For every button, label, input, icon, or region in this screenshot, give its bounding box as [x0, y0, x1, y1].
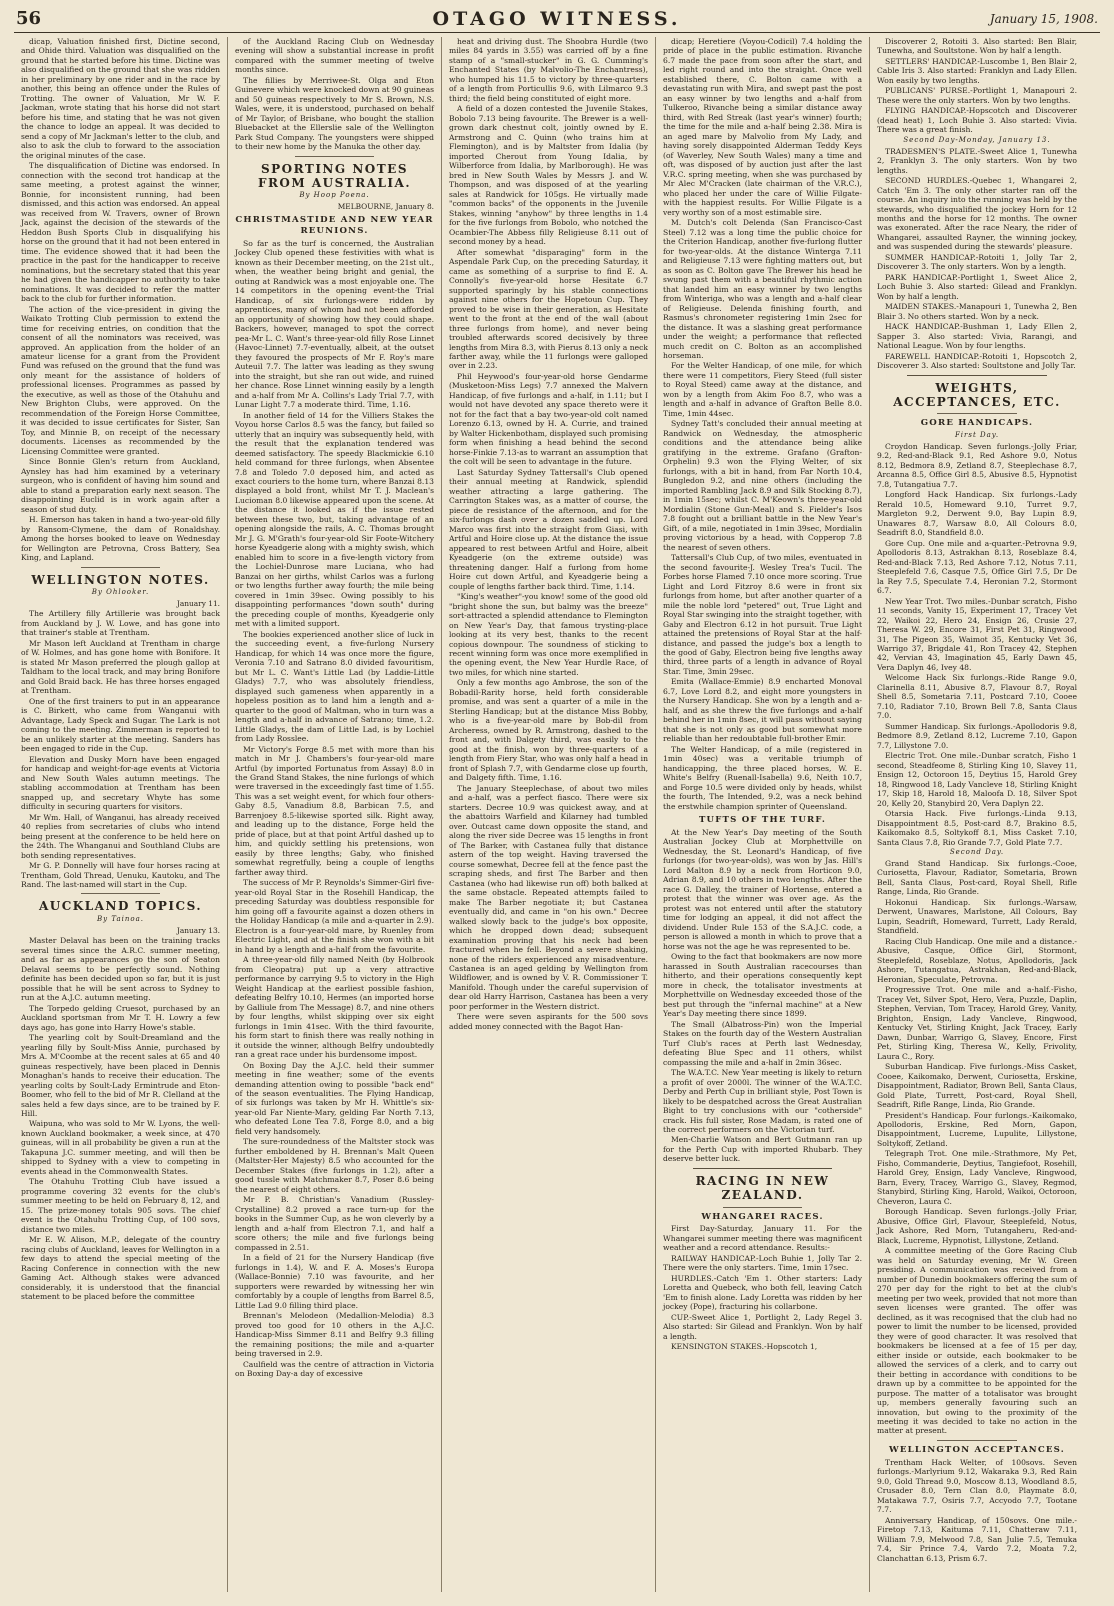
paragraph: Hokonui Handicap. Six furlongs.-Warsaw, Derwent, Unawares, Marlstone, All Colours, Bay Lupin, Seadrift, Homeward, Turrett, Lady Rerald, Standfield.: [877, 897, 1077, 936]
divider: [937, 1440, 1017, 1441]
day-heading: First Day.: [954, 431, 1000, 440]
paragraph: Progressive Trot. One mile and a-half.-Fisho, Tracey Vet, Silver Spot, Hero, Vera, Puzzle, Daplin, Stephen, Vervian, Tom Tracey, Harold Grey, Vanity, Brighton, Ensign, Lady Vancleve, Ringwood, Kentucky Vet, Stirling Knight, Jack Tracey, Early Dawn, Dunbar, Warrigo G, Slavey, Encore, First Pet, Stirling King, Theresa W., Kelly, Frivolity, Laura C., Rory.: [877, 985, 1077, 1061]
paragraph: KENSINGTON STAKES.-Hopscotch 1,: [671, 1342, 818, 1352]
column-5: [870, 37, 1084, 1592]
paragraph: Anniversary Handicap, of 150sovs. One mile.-Firetop 7.13, Kaituma 7.11, Chatteraw 7.11, William 7.9, Melwood 7.8, San Julie 7.5, Temuka 7.4, Sir Prince 7.4, Vardo 7.2, Moata 7.2, Clanchattan 6.13, Prism 6.7.: [877, 1515, 1077, 1563]
paragraph: Sydney Tatt's concluded their annual meeting at Randwick on Wednesday, the atmospheric conditions and the attendance being alike gratifying in the extreme. Grafano (Grafton-Orphelin) 9.3 won the Flying Welter, of six furlongs, with a bit in hand, from Far North 10.4, Bungledon 9.2, and nine others (including the imported Rambling Jack 8.9 and Silk Stocking 8.7), in 1min 15sec; whilst C. M'Keown's three-year-old Mordialin (Stone Gun-Meal) and S. Fielder's Isos 7.8 fought out a brilliant battle in the New Year's Gift, of a mile, negotiated in 1min 39sec, Mordialin proving victorious by a head, with Copperop 7.8 the nearest of seven others.: [663, 419, 862, 552]
paragraph: At the New Year's Day meeting of the South Australian Jockey Club at Morphettville on Wednesday, the St. Leonard's Handicap, of five furlongs (for two-year-olds), was won by Jas. Hill's Lord Malton 8.9 by a neck from Horticon 9.0, Adrian 8.9, and 10 others in two lengths. After the race G. Dalley, the trainer of Hortense, entered a protest that the winner was over age. As the protest was not entered until after the statutory time for lodging an appeal, it did not affect the dividend. Under Rule 153 of the S.A.J.C. code, a person is allowed a month in which to prove that a horse was not the age he was represented to be.: [663, 827, 862, 951]
paragraph: Longford Hack Handicap. Six furlongs.-Lady Rerald 10.5, Homeward 9.10, Turret 9.7, Margleton 9.2, Derwent 9.0, Bay Lupin 8.9, Unawares 8.7, Warsaw 8.0, All Colours 8.0, Seadrift 8.0, Standfield 8.0.: [877, 490, 1077, 538]
paragraph: Grand Stand Handicap. Six furlongs.-Cooe, Curiosetta, Flavour, Radiator, Sometaria, Brown Bell, Santa Claus, Post-card, Royal Shell, Rifle Range, Linda, Rio Grande.: [877, 858, 1077, 897]
paragraph: New Year Trot. Two miles.-Dunbar scratch, Fisho 11 seconds, Vanity 15, Experiment 17, Tracey Vet 22, Waikoi 22, Hero 24, Ensign 26, Crusie 27, Theresa W. 29, Encore 31, First Pet 31, Ringwood 31, The Pigeon 35, Waimot 35, Kentucky Vet 36, Warrigo 37, Brigdale 41, Ron Tracey 42, Stephen 42, Vervian 43, Imagination 45, Early Dawn 45, Vera Daplyn 46, Ivey 48.: [877, 596, 1077, 672]
paragraph: FLYING HANDICAP.-Hopscotch and Discoverer (dead heat) 1, Loch Buhie 3. Also started: Vivia. There was a great finish.: [877, 106, 1077, 135]
section-heading-racing-nz: RACING IN NEW ZEALAND.: [695, 1173, 830, 1202]
paragraph: There were seven aspirants for the 500 sovs added money connected with the Bagot Han-: [449, 1012, 648, 1031]
paragraph: Gore Cup. One mile and a-quarter.-Petrovna 9.9, Apollodoris 8.13, Astrakhan 8.13, Roseblaze 8.4, Red-and-Black 7.13, Red Ashore 7.12, Notus 7.11, Steeplefeld 7.6, Casque 7.5, Office Girl 7.5, Dr De la Rey 7.5, Speculate 7.4, Heronian 7.2, Stormont 6.7.: [877, 538, 1077, 596]
paragraph: Last Saturday Sydney Tattersall's Club opened their annual meeting at Randwick, splendid weather attracting a large gathering. The Carrington Stakes was, as a matter of course, the piece de resistance of the afternoon, and for the six-furlongs dash over a dozen saddled up. Lord Marco was first into the straight from Giasi, with Artful and Hoire close up. At the distance the issue appeared to rest between Artful and Hoire, albeit Kyeadgerie (on the extreme outside) was threatening danger. Half a furlong from home Hoire cut down Artful, and Kyeadgerie being a couple of lengths farther back third. Time, 1.14.: [449, 467, 648, 591]
paragraph: The success of Mr P. Reynolds's Simmer-Girl five-year-old Royal Star in the Rosehill Handicap, the preceding Saturday was doubtless responsible for him going off a favourite against a dozen others in the Holiday Handicap (a mile and a-quarter in 2.9). Electron is a four-year-old mare, by Ruenley from Electric Light, and at the finish she won with a bit in hand by a length and a-half from the favourite.: [235, 878, 434, 954]
paragraph: For the Welter Handicap, of one mile, for which there were 11 competitors, Fiery Steed (full sister to Royal Steed) came away at the distance, and won by a length from Akim Foo 8.7, who was a length and a-half in advance of Grafton Belle 8.0. Time, 1min 44sec.: [663, 361, 862, 418]
dateline: January 13.: [176, 926, 220, 936]
paragraph: First Day-Saturday, January 11. For the Whangarei summer meeting there was magnificent weather and a record attendance. Results:-: [663, 1224, 862, 1253]
divider: [937, 413, 1017, 414]
section-heading-sporting-notes: SPORTING NOTES FROM AUSTRALIA.: [257, 161, 412, 190]
paragraph: PARK HANDICAP.-Portlight 1, Sweet Alice 2, Loch Buhie 3. Also started: Gilead and Franklyn. Won by half a length.: [877, 272, 1077, 301]
paragraph: The Torpedo gelding Cruesot, purchased by an Auckland sportsman from Mr T. H. Lowry a few days ago, has gone into Harry Howe's stable.: [21, 1003, 220, 1032]
day-heading: Second Day-Monday, January 13.: [903, 135, 1051, 144]
paragraph: Emita (Wallace-Emmie) 8.9 encharted Monoval 6.7, Love Lord 8.2, and eight more youngsters in the Nursery Handicap. She won by a length and a-half, and as she threw the five furlongs and a-half behind her in 1min 8sec, it will pass without saying that she is not only as good but somewhat more reliable than her redoubtable full-brother Emir.: [663, 677, 862, 744]
paragraph: The Artillery filly Artillerie was brought back from Auckland by J. W. Lowe, and has gone into that trainer's stable at Trentham.: [21, 609, 220, 638]
paragraph: A three-year-old filly named Neith (by Holbrook from Cleopatra) put up a very attractive performance by carrying 9.5 to victory in the High Weight Handicap at the earliest possible fashion, defeating Belfry 10.10, Hermes (an imported horse by Galliule from The Message) 8.7, and nine others by four lengths, whilst skipping over six eight furlongs in 1min 41sec. With the third favourite, his form start to finish there was really nothing in it outside the winner, although Belfry undoubtedly ran a great race under his burdensome impost.: [235, 955, 434, 1060]
paragraph: The sure-roundedness of the Maltster stock was further emboldened by H. Brennan's Malt Queen (Maltster-Her Majesty) 8.5 who accounted for the December Stakes (five furlongs in 1.2), after a good tussle with Matchmaker 8.7, Poser 8.6 being the nearest of eight others.: [235, 1137, 434, 1194]
paragraph: On Boxing Day the A.J.C. held their summer meeting in fine weather; some of the events demanding attention owing to possible "back end" of the season eventualities. The Flying Handicap, of six furlongs was taken by Mr H. Whittle's six-year-old Far Niente-Mary, gelding Far North 7.13, who defeated Lone Tea 7.8, Forge 8.0, and a big field very handsomely.: [235, 1060, 434, 1136]
paragraph: MAIDEN STAKES.-Manapouri 1, Tunewha 2, Ben Blair 3. No others started. Won by a neck.: [877, 302, 1077, 321]
columns: [14, 37, 1100, 1592]
paragraph: Telegraph Trot. One mile.-Strathmore, My Pet, Fisho, Commanderie, Deytius, Tangiefoot, Rosehill, Harold Grey, Ensign, Lady Vancleve, Ringwood, Barn, Every, Tracey, Warrigo G., Slavey, Regmod, Stanybird, Stirling King, Harold, Waikoi, Octoroon, Cheveron, Laura C.: [877, 1149, 1077, 1206]
paragraph: Mr E. W. Alison, M.P., delegate of the country racing clubs of Auckland, leaves for Wellington in a few days to attend the special meeting of the Racing Conference in connection with the new Gaming Act. Although stakes were advanced considerably, it is understood that the financial statement to be placed before the committee: [21, 1235, 220, 1302]
divider: [295, 156, 375, 157]
paragraph: Discoverer 2, Rotoiti 3. Also started: Ben Blair, Tunewha, and Soultstone. Won by half a length.: [877, 37, 1077, 56]
paragraph: dicap, Valuation finished first, Dictine second, and Ohide third. Valuation was disqualified on the ground that he started before his time. Dictine was also disqualified on the ground that she was ridden in her preliminary by one rider and in the race by another, this being an offence under the Rules of Trotting. The owner of Valuation, Mr W. F. Jackman, wrote stating that his horse did not start before his time, and stating that he was not given the chance to lodge an appeal. It was decided to send a copy of Mr Jackman's letter to the club, and also to ask the club to forward to the association the original minutes of the case.: [21, 37, 220, 160]
paragraph: After somewhat "disparaging" form in the Aspendale Park Cup, on the preceding Saturday, it came as something of a surprise to find E. A. Connolly's five-year-old horse Hesitate 6.7 supported sparingly by his stable connections against nine others for the Hopetoun Cup. They proved to be wise in their generation, as Hesitate went to the front at the end of the wall (about three furlongs from home), and never being troubled afterwards scored decisively by three lengths from Mira 8.3, with Pierus 8.13 only a neck farther away, while the 11 furlongs were galloped over in 2.23.: [449, 247, 648, 371]
byline: By Hoop Poena.: [299, 191, 370, 200]
paragraph: Mr G. P. Donnelly will have four horses racing at Trentham, Gold Thread, Uenuku, Kautoku, and The Rand. The last-named will start in the Cup.: [21, 861, 220, 889]
paragraph: In another field of 14 for the Villiers Stakes the Voyou horse Carlos 8.5 was the fancy, but failed so utterly that an inquiry was subsequently held, with the result that the explanation tendered was deemed satisfactory. The speedy Blackmickie 6.10 held command for three furlongs, when Absentee 7.8 and Toledo 7.0 deposed him, and acted as exact couriers to the home turn, where Banzai 8.13 displayed a bold front, whilst Mr T. J. Maclean's Lucioman 8.0 likewise appeared upon the scene. At the distance it looked as if the issue rested between these two, but, taking advantage of an opening alongside the rails, A. C. Thomas brought Mr J. G. M'Grath's four-year-old Sir Foote-Witchery horse Kyeadgerie along with a mighty swish, which enabled him to score in a five-length victory from the Lochiel-Dunrose mare Luciana, who had Banzai on her girths, whilst Carlos was a furlong or two lengths further away fourth; the mile being covered in 1min 39sec. Owing possibly to his disappointing performances "down south" during the preceding couple of months, Kyeadgerie only met with a limited support.: [235, 410, 434, 629]
paragraph: Mr Victory's Forge 8.5 met with more than his match in Mr J. Chambers's four-year-old mare Artful (by imported Fortunatus from Assay) 8.0 in the Grand Stand Stakes, the nine furlongs of which were traversed in the exceedingly fast time of 1.55. This was a set weight event, for which four others-Gaby 8.5, Vanadium 8.8, Barbican 7.5, and Barrenjoey 8.5-likewise sported silk. Right away, and leading up to the distance, Forge held the pride of place, but at that point Artful dashed up to him, and quickly settling his pretensions, won easily by three lengths; Gaby, who finished somewhat regretfully, being a couple of lengths farther away third.: [235, 744, 435, 877]
paragraph: M. Dutch's colt Delenda (San Francisco-Cast Steel) 7.12 was a long time the public choice for the Criterion Handicap, another five-furlong flutter for two-year-olds. At the distance Winterga 7.11 and Religieuse 7.13 were fighting matters out, but as soon as C. Bolton gave The Brewer his head he swung past them with a beautiful rhythmic action that landed him an easy winner by two lengths from Winteriga, who was a length and a-half clear of Religieuse. Delenda finishing fourth, and Rasmus's chronometer registering 1min 2sec for the distance. It was a slashing great performance under the weight; a performance that reflected much credit on C. Bolton as an accomplished horseman.: [663, 218, 862, 360]
paragraph: Suburban Handicap. Five furlongs.-Miss Casket, Cooee, Kaikomako, Derwent, Curiosetta, Erskine, Disappointment, Radiator, Brown Bell, Santa Claus, Gold Plate, Turrett, Post-card, Royal Shell, Seadrift, Rifle Range, Linda, Rio Grande.: [877, 1062, 1077, 1110]
paragraph: Owing to the fact that bookmakers are now more harassed in South Australian racecourses than hitherto, and their operations consequently kept more in check, the totalisator investments at Morphettville on Wednesday exceeded those of the best put through the "infernal machine" at a New Year's Day meeting there since 1899.: [663, 952, 862, 1019]
paragraph: Trentham Hack Welter, of 100sovs. Seven furlongs.-Marlyrium 9.12, Wakaraka 9.3, Red Rain 9.0, Gold Thread 9.0, Moscow 8.13, Woodland 8.5, Crusader 8.0, Tern Clan 8.0, Playmate 8.0, Matakawa 7.7, Osiris 7.7, Accyodo 7.7, Tootane 7.7.: [877, 1457, 1077, 1515]
paragraph: heat and driving dust. The Shoobra Hurdle (two miles 84 yards in 3.55) was carried off by a fine stamp of a "small-stucker" in G. G. Cumming's Enchanted States (by Malvolio-The Enchantress), who humped his 11.5 to victory by three-quarters of a length from Porticullis 9.6, with Lilmarco 9.3 third; the field being constituted of eight more.: [449, 37, 648, 103]
paragraph: SUMMER HANDICAP.-Rotoiti 1, Jolly Tar 2, Discoverer 3. The only starters. Won by a length.: [877, 252, 1077, 272]
byline: By Tainoa.: [97, 915, 144, 924]
paragraph: HURDLES.-Catch 'Em 1. Other starters: Lady Loretta and Quebeck, who both fell, leaving Catch 'Em to finish alone. Lady Loretta was ridden by her jockey (Pope), fracturing his collarbone.: [663, 1273, 862, 1312]
dateline: January 11.: [176, 599, 220, 609]
paragraph: The disqualification of Dictine was endorsed. In connection with the second trot handicap at the same meeting, a protest against the winner, Bonnie, for inconsistent running, had been dismissed, and this action was endorsed. An appeal was received from W. Travers, owner of Brown Jack, against the decision of the stewards of the Heddon Bush Sports Club in disqualifying his horse on the ground that it had not been entered in time. The evidence showed that it had been the practice in the past for the handicapper to receive nominations, but the secretary stated that this year he had given the handicapper no authority to take nominations. It was decided to refer the matter back to the club for further information.: [21, 161, 220, 304]
day-heading: Second Day.: [949, 848, 1005, 857]
column-3: [442, 37, 656, 1592]
paragraph: Mr P. B. Christian's Vanadium (Russley-Crystalline) 8.2 proved a race turn-up for the books in the Summer Cup, as he won cleverly by a length and a-half from Electron 7.1, and half a score others; the mile and five furlongs being compassed in 2.51.: [235, 1195, 434, 1252]
paragraph: Summer Handicap. Six furlongs.-Apollodoris 9.8, Bedmore 8.9, Zetland 8.12, Lucreme 7.10, Gapon 7.7, Lillystone 7.0.: [877, 721, 1077, 750]
paragraph: Master Delaval has been on the training tracks several times since the A.R.C. summer meeting, and as far as appearances go the son of Seaton Delaval seems to be perfectly sound. Nothing definite has been decided upon so far, but it is just possible that he will be sent across to Sydney to run at the A.J.C. autumn meeting.: [21, 936, 220, 1003]
newspaper-title: OTAGO WITNESS.: [432, 8, 682, 30]
paragraph: TRADESMEN'S PLATE.-Sweet Alice 1, Tunewha 2, Franklyn 3. The only starters. Won by two lengths.: [877, 146, 1077, 175]
paragraph: The fillies by Merriwee-St. Olga and Eton Guinevere which were knocked down at 90 guineas and 50 guineas respectively to Mr S. Brown, N.S. Wales, were, it is understood, purchased on behalf of Mr Taylor, of Brisbane, who bought the stallion Bluebacket at the Ellerslie sale of the Wellington Park Stud Company. The youngsters were shipped to their new home by the Manuka the other day.: [235, 75, 434, 152]
paragraph: Mr Mason left Auckland at Trentham in charge of W. Holmes, and has gone home with Bonifore. It is stated Mr Mason preferred the plough gallop at Taldham to the local track, and may bring Bonifore and Gold Braid back. He has three horses engaged at Trentham.: [21, 638, 220, 696]
paragraph: One of the first trainers to put in an appearance is C. Birkett, who came from Wanganui with Advantage, Lady Speck and Sugar. The Lark is not coming to the meeting. Zimmerman is reported to be an unlikely starter at the meeting. Sanders has been engaged to ride in the Cup.: [21, 696, 220, 754]
paragraph: A field of a dozen contested the Juvenile Stakes, Bobolo 7.13 being favourite. The Brewer is a well-grown dark chestnut colt, jointly owned by E. Armstrong and C. Quinn (who trains him at Flemington), and is by Maltster from Idalia (by imported Cherout from Young Idalia, by Wilberforce from Idalia, by Marlborough). He was bred in New South Wales by Messrs J. and W. Thompson, and was disposed of at the yearling sales at Randwick for 105gs. He virtually made "common backs" of the opponents in the Juvenile Stakes, winning "anyhow" by three lengths in 1.4 for the five furlongs from Bobolo, who notched the Ocambier-The Abbess filly Religieuse 8.11 out of second money by a head.: [449, 104, 648, 247]
subheading-gore: GORE HANDICAPS.: [920, 418, 1034, 429]
paragraph: The W.A.T.C. New Year meeting is likely to return a profit of over 2000l. The winner of the W.A.T.C. Derby and Perth Cup in brilliant style, Post Town is likely to be despatched across the Great Australian Bight to try conclusions with our "cotherside" crack. His full sister, Rose Madam, is rated one of the correct performers on the Victorian turf.: [663, 1068, 862, 1134]
paragraph: PUBLICANS' PURSE.-Portlight 1, Manapouri 2. These were the only starters. Won by two lengths.: [877, 86, 1077, 105]
paragraph: FAREWELL HANDICAP.-Rotoiti 1, Hopscotch 2, Discoverer 3. Also started: Soultstone and Jolly Tar.: [877, 351, 1077, 371]
paragraph: A committee meeting of the Gore Racing Club was held on Saturday evening, Mr W. Green presiding. A communication was received from a number of Dunedin bookmakers offering the sum of 270 per day for the right to bet at the club's meeting per two week, provided that not more than seven licenses were granted. The offer was declined, as it was recognised that the club had no power to limit the number to be licensed, provided they were of good character. It was resolved that bookmakers be licensed at a fee of 15 per day, either inside or outside, each bookmaker to be allowed the services of a clerk, and to carry out their betting in accordance with conditions to be drawn up by a committee to be appointed for the purpose. The matter of a totalisator was brought up, members generally favouring such an innovation, but owing to the proximity of the meeting it was decided to take no action in the matter at present.: [877, 1246, 1077, 1436]
paragraph: RAILWAY HANDICAP.-Loch Buhie 1, Jolly Tar 2. There were the only starters. Time, 1min 17sec.: [663, 1253, 862, 1273]
paragraph: The Otahuhu Trotting Club have issued a programme covering 32 events for the club's summer meeting to be held on February 8, 12, and 15. The prize-money totals 905 sovs. The chief event is the Otahuhu Trotting Cup, of 100 sovs, distance two miles.: [21, 1177, 220, 1234]
section-heading-auckland: AUCKLAND TOPICS.: [38, 899, 203, 914]
paragraph: The Welter Handicap, of a mile (registered in 1min 40sec) was a veritable triumph of handicapping, the three placed horses, W. E. White's Belfry (Ruenall-Isabella) 9.6, Neith 10.7, and Forge 10.5 were divided only by heads, whilst the fourth, The Intended, 9.2, was a neck behind the erstwhile champion sprinter of Queensland.: [663, 744, 862, 811]
subheading-wellington-acceptances: WELLINGTON ACCEPTANCES.: [889, 1444, 1065, 1455]
paragraph: Brennan's Melodeon (Medallion-Melodia) 8.3 proved too good for 10 others in the A.J.C. Handicap-Miss Simmer 8.11 and Belfry 9.3 filling the remaining positions; the mile and a-quarter being traversed in 2.9.: [235, 1311, 434, 1359]
paragraph: The action of the vice-president in giving the Waikato Trotting Club permission to extend the time for receiving entries, on condition that the consent of all the nominators was received, was approved. An application from the holder of an amateur license for a grant from the Provident Fund was refused on the ground that the fund was only meant for the assistance of holders of professional licenses. Programmes as passed by the executive, as well as those of the Otahuhu and New Brighton Clubs, were approved. On the recommendation of the Foreign Horse Committee, it was decided to issue certificates for Sister, San Toy, and Minnie B, on receipt of the necessary documents. Licenses as recommended by the Licensing Committee were granted.: [21, 304, 220, 456]
byline: By Ohlooker.: [91, 588, 150, 597]
divider: [723, 1207, 803, 1208]
paragraph: Elevation and Dusky Morn have been engaged for handicap and weight-for-age events at Victoria and New South Wales autumn meetings. The stabling accommodation at Trentham has been snapped up, and secretary Whyte has some difficulty in securing quarters for visitors.: [21, 754, 220, 812]
subheading: CHRISTMASTIDE AND NEW YEAR REUNIONS.: [235, 215, 434, 237]
paragraph: HACK HANDICAP.-Bushman 1, Lady Ellen 2, Sapper 3. Also started: Vivia, Rarangi, and National League. Won by four lengths.: [877, 322, 1077, 351]
paragraph: Borough Handicap. Seven furlongs.-Jolly Friar, Abusive, Office Girl, Flavour, Steeplefeld, Notus, Jack Ashore, Red Morn, Tutangaheru, Red-and-Black, Lucreme, Hypnotist, Lillystone, Zetland.: [877, 1207, 1077, 1245]
paragraph: Since Bonnie Glen's return from Auckland, Aynsley has had him examined by a veterinary surgeon, who is confident of having him sound and able to stand a preparation early next season. The disappointing Euclid is in work again after a season of stud duty.: [21, 457, 220, 514]
paragraph: Welcome Hack Six furlongs.-Ride Range 9.0, Clarinella 8.11, Abusive 8.7, Flavour 8.7, Royal Shell 8.5, Sometaria 7.11, Postcard 7.10, Cooee 7.10, Radiator 7.10, Brown Bell 7.8, Santa Claus 7.0.: [877, 673, 1077, 721]
paragraph: of the Auckland Racing Club on Wednesday evening will show a substantial increase in profit compared with the summer meeting of twelve months since.: [235, 37, 434, 75]
paragraph: Otarsia Hack. Five furlongs.-Linda 9.13, Disappointment 8.5, Post-card 8.7, Brakino 8.5, Kaikomako 8.5, Soltykoff 8.1, Miss Casket 7.10, Santa Claus 7.8, Rio Grande 7.7, Gold Plate 7.7.: [877, 809, 1077, 847]
paragraph: "King's weather"-you know! some of the good old "bright shone the sun, but balmy was the breeze" sort-attracted a splendid attendance to Flemington on New Year's Day, that famous trysting-place looking at its very best, thanks to the recent copious downpour. The soundness of sticking to recent winning form was once more exemplified in the opening event, the New Year Hurdle Race, of two miles, for which nine started.: [449, 592, 648, 677]
subheading-whangarei: WHANGAREI RACES.: [701, 1211, 824, 1222]
column-2: [228, 37, 442, 1592]
paragraph: President's Handicap. Four furlongs.-Kaikomako, Apollodoris, Erskine, Red Morn, Gapon, Disappointment, Lucreme, Lupulite, Lillystone, Soltykoff, Zetland.: [877, 1110, 1077, 1148]
paragraph: So far as the turf is concerned, the Australian Jockey Club opened these festivities with what is known as their December meeting, on the 21st ult., when, the weather being bright and genial, the outing at Randwick was a most enjoyable one. The 14 competitors in the opening event-the Trial Handicap, of six furlongs-were ridden by apprentices, many of whom had not been afforded an opportunity of showing how they could shape. Backers, however, managed to spot the correct pea-Mr L. C. Want's three-year-old filly Rose Linnet (Havoc-Linnet) 7.7-eventually, albeit, at the outset they favoured the prospects of Mr F. Roy's mare Auteuil 7.7. The latter was leading as they swung into the straight, but she ran out wide, and ruined her chance. Rose Linnet winning easily by a length and a-half from Mr A. Collins's Lady Trial 7.7, with Lunar Light 7.7 a moderate third. Time, 1.16.: [235, 238, 434, 410]
paragraph: The January Steeplechase, of about two miles and a-half, was a perfect fiasco. There were six starters. Decree 10.9 was quickest away, and at the abattoirs Warfield and Kilarney had tumbled over. Outcast came down opposite the stand, and along the river side Decree was 15 lengths in front of The Barker, with Castanea fully that distance astern of the top weight. Having traversed the course somewhat, Decree fell at the fence past the scraping sheds, and first The Barber and then Castanea (who had likewise run off) both balked at the same obstacle. Repeated attempts failed to make The Barber negotiate it; but Castanea eventually did, and came in "on his own." Decree walked slowly back to the judge's box opposite, which he dropped down dead; subsequent examination proving that his neck had been fractured when he fell. Beyond a severe shaking, none of the riders experienced any misadventure. Castanea is an aged gelding by Wellington from Wildflower, and is owned by V. R. Commissioner T. Manifold. Though under the careful supervision of dear old Harry Harrison, Castanea has been a very poor performer in the Western district.: [449, 783, 648, 1011]
paragraph: Caulfield was the centre of attraction in Victoria on Boxing Day-a day of excessive: [235, 1359, 434, 1379]
paragraph: The Small (Albatross-Pin) won the Imperial Stakes on the fourth day of the Western Australian Turf Club's races at Perth last Wednesday, defeating Blue Spec and 11 others, whilst compassing the mile and a-half in 2min 36sec.: [663, 1019, 862, 1067]
section-heading-wellington: WELLINGTON NOTES.: [31, 572, 210, 587]
paragraph: Men-Charlie Watson and Bert Gutmann ran up for the Perth Cup with imported Rhubarb. They deserve better luck.: [663, 1135, 862, 1164]
page-number: 56: [16, 8, 42, 29]
paragraph: The bookies experienced another slice of luck in the succeeding event, a five-furlong Nursery Handicap, for which 14 was once more the figure, Veronia 7.10 and Satrano 8.0 divided favouritism, but Mr L. C. Want's Little Lad (by Laddie-Little Gladys) 7.7, who was absolutely friendless, displayed such gameness when apparently in a hopeless position as to land him a length and a-quarter to the good of Maltman, who in turn was a length and a-half in advance of Satrano; time, 1.2. Little Gladys, the dam of Little Lad, is by Lochiel from Lady Rosslee.: [235, 629, 434, 744]
paragraph: The yearling colt by Soult-Dreamland and the yearling filly by Soult-Miss Annie, purchased by Mrs A. M'Coombe at the recent sales at 65 and 40 guineas respectively, have been placed in Dennis Monaghan's hands to receive their education. The yearling colts by Soult-Lady Ermintrude and Eton-Boomer, who fell to the bid of Mr R. Clelland at the sales held a few days since, are to be trained by F. Hill.: [21, 1033, 220, 1118]
paragraph: SETTLERS' HANDICAP.-Luscombe 1, Ben Blair 2, Cable Iris 3. Also started: Franklyn and Lady Ellen. Won easily by two lengths.: [877, 56, 1077, 85]
paragraph: Racing Club Handicap. One mile and a distance.-Abusive, Casque, Office Girl, Stormont, Steeplefeld, Roseblaze, Notus, Apollodoris, Jack Ashore, Tutangatua, Astrakhan, Red-and-Black, Heronian, Speculate, Petrovna.: [877, 936, 1077, 984]
section-heading-weights: WEIGHTS, ACCEPTANCES, ETC.: [893, 380, 1061, 409]
paragraph: H. Emerson has taken in hand a two-year-old filly by Ransom-Clymene, the dam of Ronaldshay. Among the horses booked to leave on Wednesday for Wellington are Petrovna, Cross Battery, Sea King, and Lapland.: [21, 515, 220, 563]
paragraph: Tattersall's Club Cup, of two miles, eventuated in the second favourite-J. Wesley Trea's Tucil. The Forbes horse Flamed 7.10 once more scoring. True Light and Lord Fitzroy 8.6 were in front six furlongs from home, but after another quarter of a mile the noble lord "petered" out, True Light and Royal Star swinging into the straight together, with Gaby and Electron 6.12 in hot pursuit. True Light attained the pretensions of Royal Star at the half-distance, and passed the judge's box a length to the good of Gaby, Electron being five lengths away third, three parts of a length in advance of Royal Star. Time, 3min 29sec.: [663, 553, 862, 676]
column-1: [14, 37, 228, 1592]
paragraph: CUP.-Sweet Alice 1, Portlight 2, Lady Regel 3. Also started: Sir Gilead and Franklyn. Won by half a length.: [663, 1312, 862, 1341]
subheading-tufts: TUFTS OF THE TURF.: [698, 815, 827, 826]
divider: [81, 567, 161, 568]
paragraph: Phil Heywood's four-year-old horse Gendarme (Musketoon-Miss Legs) 7.7 annexed the Malvern Handicap, of five furlongs and a-half, in 1.11; but I would not have devoted any space thereto were it not for the fact that a bay two-year-old colt named Lorenzo 6.13, owned by H. A. Currie, and trained by Walter Hickenbotham, displayed such promising form when finishing a head behind the second horse-Finkie 7.13-as to warrant an assumption that the colt will be seen to advantage in the future.: [449, 371, 648, 467]
divider: [693, 1168, 832, 1169]
divider: [907, 375, 1047, 376]
paragraph: Waipuna, who was sold to Mr W. Lyons, the well-known Auckland bookmaker, a week since, at 470 guineas, will in all probability be given a run at the Takapuna J.C. summer meeting, and will then be shipped to Sydney with a view to competing in events ahead in the Commonwealth States.: [21, 1119, 220, 1176]
paragraph: dicap; Heretiere (Voyou-Codicil) 7.4 holding the pride of place in the public estimation. Rivanche 6.7 made the pace from soon after the start, and led right round and into the straight. Once well established there, C. Bolton came with a devastating run with Mira, and swept past the post an easy winner by two lengths and a-half from Tulkeroo, Rivanche being a similar distance away third, with Red Streak (last year's winner) fourth; the time for the mile and a-half being 2.38. Mira is an aged mare by Malvolio from My Lady, and having sorely disappointed Alderman Teddy Keys (of Waverley, New South Wales) many a time and oft, was disposed of by auction just after the last V.R.C. spring meeting, when she was purchased by Mr Alec M'Cracken (late chairman of the V.R.C.), who placed her under the care of Willie Filgate-with the happiest results. For Willie Filgate is a very worthy son of a most estimable sire.: [663, 37, 862, 217]
dateline: MELBOURNE, January 8.: [337, 202, 434, 212]
paragraph: Electric Trot. One mile.-Dunbar scratch, Fisho 1 second, Steadfeome 8, Stirling King 10, Slavey 11, Ensign 12, Octoroon 15, Deytius 15, Harold Grey 18, Ringwood 18, Lady Vancleve 18, Stirling Knight 17, Skip 18, Harold 18, Maloofa D. 18, Silver Spot 20, Kelly 20, Stanybird 20, Vera Daplyn 22.: [877, 751, 1077, 808]
paragraph: Only a few months ago Ambrose, the son of the Bobadil-Rarity horse, held forth considerable promise, and was sent a quarter of a mile in the Sterling Handicap; but at the distance Miss Bobby, who is a five-year-old mare by Bob-dil from Archeress, owned by R. Armstrong, dashed to the front and, with Dalgety third, was easily to the good at the finish, won by three-quarters of a length from Fiery Star, who was only half a head in front of Splash 7.7, with Gendarme close up fourth, and Dalgety fifth. Time, 1.16.: [449, 678, 648, 783]
issue-date: January 15, 1908.: [989, 12, 1098, 26]
paragraph: Croydon Handicap. Seven furlongs.-Jolly Friar, 9.2, Red-and-Black 9.1, Red Ashore 9.0, Notus 8.12, Bedmora 8.9, Zetland 8.7, Steeplechase 8.7, Arcanna 8.5, Office Girl 8.5, Abusive 8.5, Hypnotist 7.8, Tutangatiua 7.7.: [877, 441, 1077, 489]
paragraph: Mr Wm. Hall, of Wanganui, has already received 40 replies from secretaries of clubs who intend being present at the conference to be held here on the 24th. The Whanganui and Southland Clubs are both sending representatives.: [21, 812, 220, 860]
divider: [81, 893, 161, 894]
paragraph: In a field of 21 for the Nursery Handicap (five furlongs in 1.4), W. and F. A. Moses's Europa (Wallace-Bonnie) 7.10 was favourite, and her supporters were rewarded by witnessing her win comfortably by a couple of lengths from Barrel 8.5, Little Lad 9.0 filling third place.: [235, 1253, 434, 1310]
masthead: [14, 8, 1100, 33]
column-4: [656, 37, 870, 1592]
paragraph: SECOND HURDLES.-Quebec 1, Whangarei 2, Catch 'Em 3. The only other starter ran off the course. An inquiry into the running was held by the stewards, who disqualified the jockey Horn for 12 months and the horse for 12 months. The owner was exonerated. After the race Neary, the rider of Whangarei, assaulted Rayner, the winning jockey, and was suspended during the stewards' pleasure.: [877, 176, 1077, 252]
